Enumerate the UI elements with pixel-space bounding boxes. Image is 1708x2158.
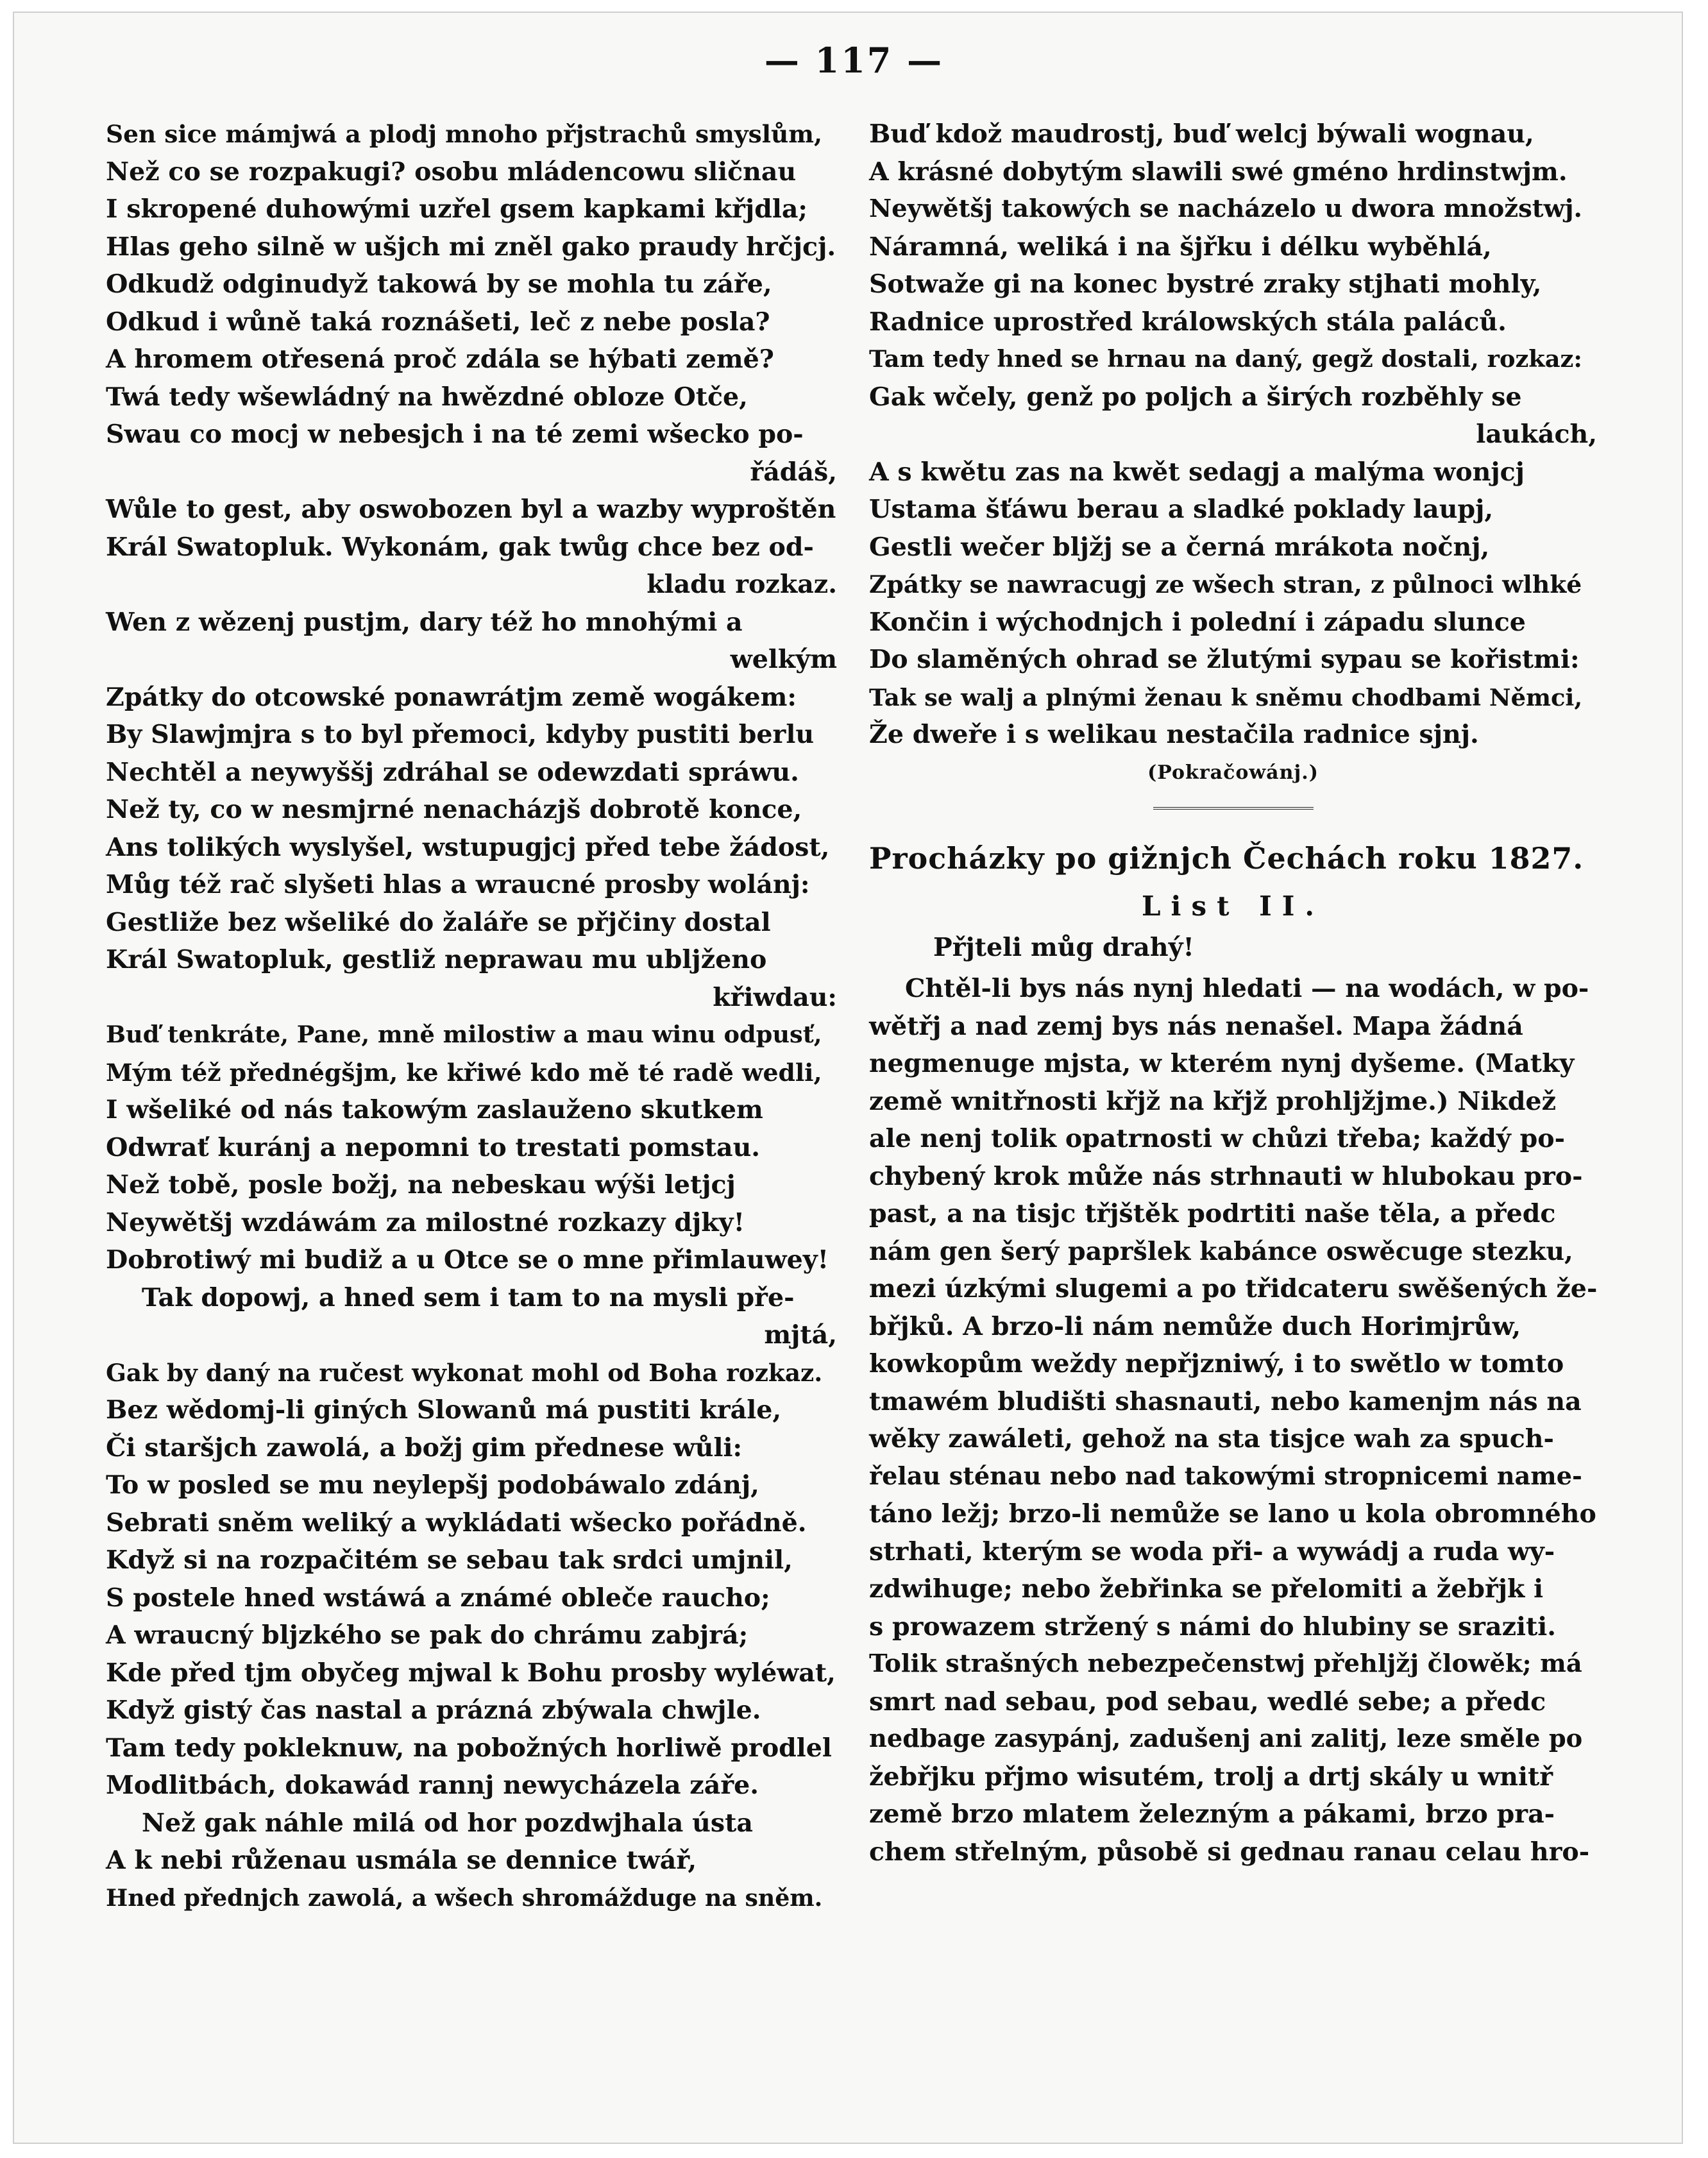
- article-line: žebřjku přjmo wisutém, trolj a drtj skály u wnitř: [869, 1762, 1553, 1792]
- article-line: táno ležj; brzo-li nemůže se lano u kola obromného: [869, 1499, 1596, 1529]
- page-number: — 117 —: [764, 40, 944, 81]
- article-line: břjků. A brzo-li nám nemůže duch Horimjrůw,: [869, 1311, 1521, 1341]
- poem-line: Sotwaže gi na konec bystré zraky stjhati mohly,: [869, 269, 1542, 299]
- poem-line: kladu rozkaz.: [647, 570, 837, 599]
- poem-line: I skropené duhowými uzřel gsem kapkami křjdla;: [106, 194, 808, 224]
- poem-line: Končin i wýchodnjch i polední i západu slunce: [869, 607, 1526, 637]
- poem-line: Nechtěl a neywyššj zdráhal se odewzdati spráwu.: [106, 757, 799, 787]
- article-line: nám gen šerý papršlek kabánce oswěcuge stezku,: [869, 1236, 1573, 1266]
- poem-line: Swau co mocj w nebesjch i na té zemi wšecko po-: [106, 420, 804, 449]
- right-column: [869, 115, 1597, 1871]
- poem-line: Odwrať kuránj a nepomni to trestati pomstau.: [106, 1132, 761, 1162]
- poem-line: A wraucný bljzkého se pak do chrámu zabjrá;: [106, 1620, 748, 1650]
- poem-line: Zpátky do otcowské ponawrátjm země wogákem:: [106, 682, 797, 712]
- poem-line: Sebrati sněm weliký a wykládati wšecko pořádně.: [106, 1508, 807, 1538]
- article-line: s prowazem stržený s námi do hlubiny se sraziti.: [869, 1611, 1557, 1642]
- article-line: wětřj a nad zemj bys nás nenašel. Mapa žádná: [869, 1011, 1523, 1041]
- poem-line: Ans tolikých wyslyšel, wstupugjcj před tebe žádost,: [106, 832, 830, 862]
- article-line: negmenuge mjsta, w kterém nynj dyšeme. (Matky: [869, 1049, 1575, 1078]
- poem-continuation: [869, 115, 1597, 754]
- poem-line: Když gistý čas nastal a prázná zbýwala chwjle.: [106, 1695, 761, 1725]
- article-line: nedbage zasypánj, zadušenj ani zalitj, leze směle po: [869, 1724, 1583, 1753]
- poem-line: Tam tedy pokleknuw, na pobožných horliwě prodlel: [106, 1733, 832, 1763]
- poem-line: A hromem otřesená proč zdála se hýbati země?: [106, 344, 774, 374]
- poem-line: Mým též přednégšjm, ke křiwé kdo mě té radě wedli,: [106, 1058, 822, 1087]
- poem-line: Král Swatopluk, gestliž neprawau mu ubljženo: [106, 945, 767, 974]
- poem-line: Tak dopowj, a hned sem i tam to na mysli pře-: [142, 1282, 795, 1313]
- poem-line: Můg též rač slyšeti hlas a wraucné prosby wolánj:: [106, 870, 810, 899]
- section-divider: [869, 791, 1597, 829]
- poem-line: Wen z wězenj pustjm, dary též ho mnohými a: [106, 607, 743, 637]
- article-line: řelau sténau nebo nad takowými stropnicemi name-: [869, 1461, 1582, 1491]
- poem-line: Než co se rozpakugi? osobu mládencowu sličnau: [106, 157, 797, 187]
- poem-line: Twá tedy wšewládný na hwězdné obloze Otče,: [106, 382, 748, 412]
- poem-line: Bez wědomj-li giných Slowanů má pustiti krále,: [106, 1395, 782, 1425]
- poem-line: Do slaměných ohrad se žlutými sypau se kořistmi:: [869, 645, 1580, 674]
- poem-line: Buď kdož maudrostj, buď welcj býwali wognau,: [869, 119, 1534, 149]
- article-subtitle: List II.: [1141, 890, 1325, 922]
- poem-line: A krásné dobytým slawili swé gméno hrdinstwjm.: [869, 157, 1568, 187]
- poem-line: Odkudž odginudyž takowá by se mohla tu záře,: [106, 269, 772, 299]
- article-line: past, a na tisjc třjštěk podrtiti naše těla, a předc: [869, 1199, 1556, 1228]
- poem-line: Odkud i wůně taká roznášeti, leč z nebe posla?: [106, 307, 770, 337]
- left-column: [106, 115, 837, 1917]
- article-line: ale nenj tolik opatrnosti w chůzi třeba; každý po-: [869, 1124, 1565, 1153]
- poem-line: Sen sice mámjwá a plodj mnoho přjstrachů smyslům,: [106, 120, 823, 148]
- poem-line: Že dweře i s welikau nestačila radnice sjnj.: [869, 720, 1479, 749]
- poem-line: I wšeliké od nás takowým zaslauženo skutkem: [106, 1095, 763, 1125]
- article-line: smrt nad sebau, pod sebau, wedlé sebe; a předc: [869, 1686, 1546, 1717]
- article-line: země brzo mlatem železným a pákami, brzo pra-: [869, 1799, 1555, 1829]
- article-line: země wnitřnosti křjž na křjž prohljžjme.) Nikdež: [869, 1086, 1556, 1116]
- article-line: tmawém bludišti shasnauti, nebo kamenjm nás na: [869, 1386, 1582, 1416]
- poem-line: Kde před tjm obyčeg mjwal k Bohu prosby wyléwat,: [106, 1658, 836, 1688]
- poem-line: To w posled se mu neylepšj podobáwalo zdánj,: [106, 1470, 759, 1500]
- article-line: Tolik strašných nebezpečenstwj přehljžj člowěk; má: [869, 1649, 1582, 1678]
- poem-line: Či staršjch zawolá, a božj gim přednese wůli:: [106, 1432, 743, 1463]
- article-line: zdwihuge; nebo žebřinka se přelomiti a žebřjk i: [869, 1574, 1544, 1604]
- letter-greeting: Přjteli můg drahý!: [933, 933, 1194, 962]
- poem-line: Král Swatopluk. Wykonám, gak twůg chce bez od-: [106, 532, 814, 562]
- article-line: chybený krok může nás strhnauti w hlubokau pro-: [869, 1161, 1583, 1191]
- article-line: mezi úzkými slugemi a po třidcateru swěšených že-: [869, 1274, 1598, 1304]
- poem-line: Neywětšj wzdáwám za milostné rozkazy djky!: [106, 1207, 745, 1237]
- article-line: strhati, kterým se woda při- a wywádj a ruda wy-: [869, 1536, 1555, 1567]
- article-line: wěky zawáleti, gehož na sta tisjce wah za spuch-: [869, 1424, 1554, 1454]
- poem-line: welkým: [730, 645, 837, 674]
- poem-line: Tam tedy hned se hrnau na daný, gegž dostali, rozkaz:: [869, 345, 1582, 373]
- poem-line: řádáš,: [750, 457, 837, 487]
- poem-line: Gestliže bez wšeliké do žaláře se přjčiny dostal: [106, 907, 771, 937]
- poem-line: Ustama šťáwu berau a sladké poklady laupj,: [869, 495, 1494, 524]
- article-body: [869, 970, 1597, 1871]
- poem-line: Než gak náhle milá od hor pozdwjhala ústa: [142, 1808, 753, 1838]
- continuation-note: (Pokračowánj.): [1147, 761, 1319, 784]
- poem-line: Wůle to gest, aby oswobozen byl a wazby wyproštěn: [106, 495, 836, 524]
- poem-line: mjtá,: [764, 1320, 837, 1350]
- poem-line: Neywětšj takowých se nacházelo u dwora množstwj.: [869, 194, 1582, 223]
- poem-line: Hned přednjch zawolá, a wšech shromážduge na sněm.: [106, 1883, 823, 1912]
- poem-line: Než ty, co w nesmjrné nenacházjš dobrotě konce,: [106, 795, 802, 824]
- poem-line: Buď tenkráte, Pane, mně milostiw a mau winu odpusť,: [106, 1021, 822, 1048]
- article-title: Procházky po gižnjch Čechách roku 1827.: [869, 840, 1584, 876]
- poem-line: Radnice uprostřed králowských stála paláců.: [869, 307, 1507, 337]
- poem-line: Hlas geho silně w ušjch mi zněl gako praudy hrčjcj.: [106, 232, 836, 262]
- article-line: kowkopům weždy nepřjzniwý, i to swětlo w tomto: [869, 1349, 1564, 1379]
- poem-line: Dobrotiwý mi budiž a u Otce se o mne přimlauwey!: [106, 1245, 829, 1275]
- poem-line: S postele hned wstáwá a známé obleče raucho;: [106, 1583, 770, 1613]
- poem-line: Gestli wečer bljžj se a černá mrákota nočnj,: [869, 532, 1490, 562]
- poem-line: A k nebi růženau usmála se dennice twář,: [106, 1846, 697, 1875]
- poem-line: křiwdau:: [713, 982, 837, 1012]
- poem-line: Zpátky se nawracugj ze wšech stran, z půlnoci wlhké: [869, 570, 1582, 599]
- poem-line: Náramná, weliká i na šjřku i délku wyběhlá,: [869, 232, 1492, 262]
- poem-line: Když si na rozpačitém se sebau tak srdci umjnil,: [106, 1545, 793, 1575]
- article-line: chem střelným, působě si gednau ranau celau hro-: [869, 1837, 1590, 1867]
- poem-line: Gak wčely, genž po poljch a širých rozběhly se: [869, 382, 1522, 412]
- poem-line: Gak by daný na ručest wykonat mohl od Boha rozkaz.: [106, 1358, 823, 1387]
- poem-line: laukách,: [1476, 420, 1597, 449]
- poem-line: Tak se walj a plnými ženau k sněmu chodbami Němci,: [869, 683, 1583, 711]
- poem-line: Modlitbách, dokawád rannj newycházela záře.: [106, 1771, 759, 1800]
- poem-line: Než tobě, posle božj, na nebeskau wýši letjcj: [106, 1170, 736, 1200]
- article-line: Chtěl-li bys nás nynj hledati — na wodách, w po-: [905, 974, 1589, 1003]
- poem-line: A s kwětu zas na kwět sedagj a malýma wonjcj: [869, 457, 1525, 487]
- poem-line: By Slawjmjra s to byl přemoci, kdyby pustiti berlu: [106, 720, 815, 749]
